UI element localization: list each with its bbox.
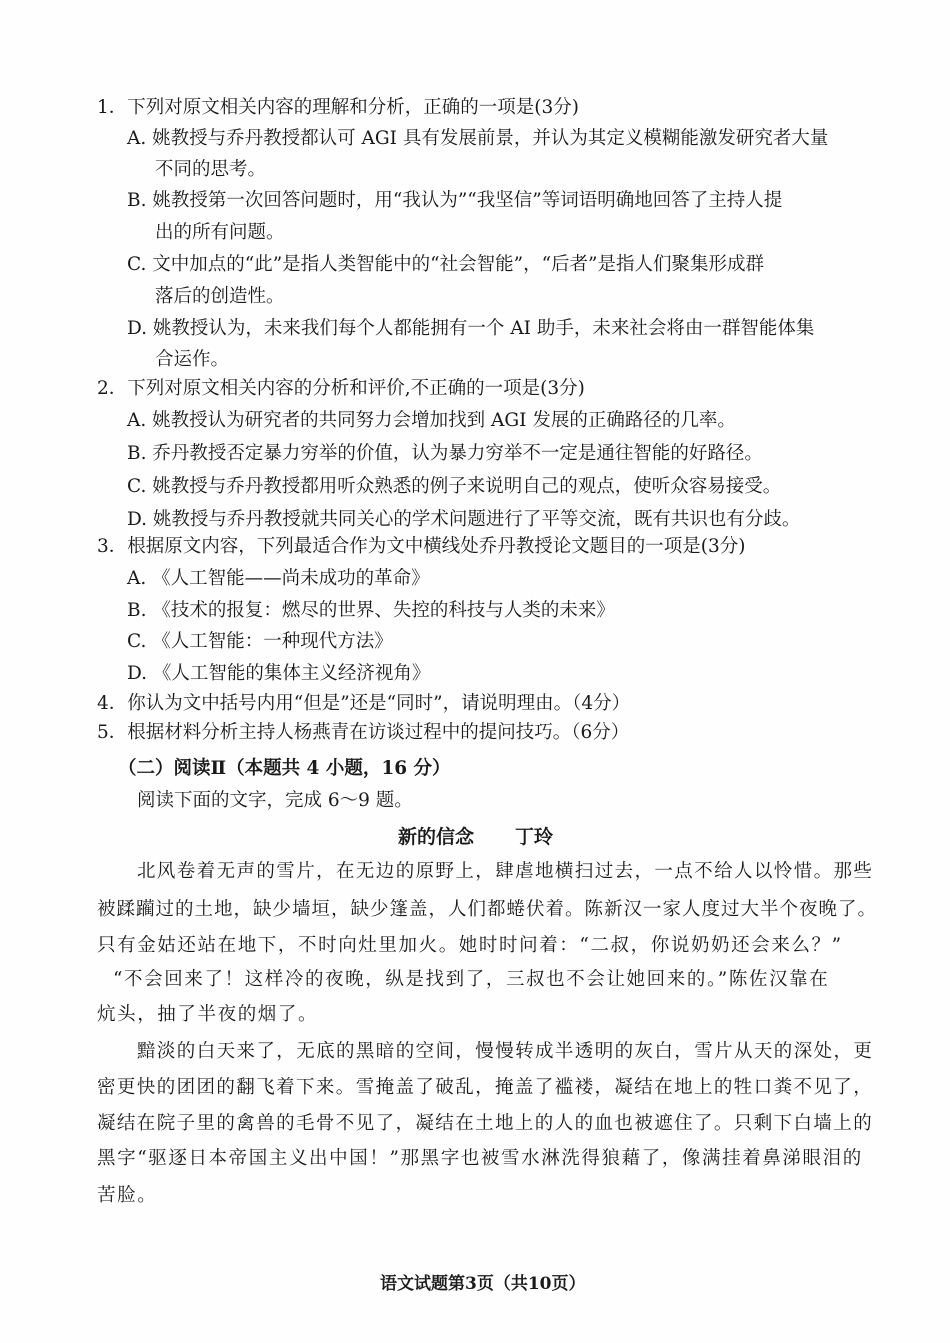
question-1-option-a: A. 姚教授与乔丹教授都认可 AGI 具有发展前景，并认为其定义模糊能激发研究者大量 bbox=[127, 128, 829, 149]
question-1-option-c-cont: 落后的创造性。 bbox=[155, 286, 285, 307]
question-3-option-b: B. 《技术的报复：燃尽的世界、失控的科技与人类的未来》 bbox=[127, 600, 615, 621]
question-1-option-c: C. 文中加点的“此”是指人类智能中的“社会智能”，“后者”是指人们聚集形成群 bbox=[127, 254, 765, 275]
story-line: 炕头，抽了半夜的烟了。 bbox=[97, 1004, 319, 1025]
section-instruction: 阅读下面的文字，完成 6～9 题。 bbox=[137, 790, 413, 811]
story-line: “不会回来了！这样冷的夜晚，纵是找到了，三叔也不会让她回来的。”陈佐汉靠在 bbox=[113, 969, 830, 990]
question-1-option-b: B. 姚教授第一次回答问题时，用“我认为”“我坚信”等词语明确地回答了主持人提 bbox=[127, 190, 783, 211]
question-1-option-a-cont: 不同的思考。 bbox=[155, 159, 267, 180]
story-author: 丁玲 bbox=[515, 826, 554, 848]
story-line: 凝结在院子里的禽兽的毛骨不见了，凝结在土地上的人的血也被遮住了。只剩下白墙上的 bbox=[97, 1113, 874, 1134]
question-3-option-a: A. 《人工智能——尚未成功的革命》 bbox=[127, 568, 430, 589]
story-line: 苦脸。 bbox=[97, 1185, 158, 1206]
question-2-option-d: D. 姚教授与乔丹教授就共同关心的学术问题进行了平等交流，既有共识也有分歧。 bbox=[127, 509, 801, 530]
story-line: 密更快的团团的翻飞着下来。雪掩盖了破乱，掩盖了褴褛，凝结在地上的牲口粪不见了， bbox=[97, 1077, 874, 1098]
story-line: 北风卷着无声的雪片，在无边的原野上，肆虐地横扫过去，一点不给人以怜惜。那些 bbox=[137, 861, 874, 882]
page-footer: 语文试题第3页（共10页） bbox=[380, 1274, 586, 1294]
question-1-option-d-cont: 合运作。 bbox=[155, 349, 230, 370]
question-3-option-d: D. 《人工智能的集体主义经济视角》 bbox=[127, 663, 431, 684]
question-3-option-c: C. 《人工智能：一种现代方法》 bbox=[127, 631, 393, 652]
question-2-option-a: A. 姚教授认为研究者的共同努力会增加找到 AGI 发展的正确路径的几率。 bbox=[127, 410, 736, 431]
question-5-stem: 5．根据材料分析主持人杨燕青在访谈过程中的提问技巧。（6分） bbox=[97, 722, 630, 743]
story-line: 被蹂躏过的土地，缺少墙垣，缺少篷盖，人们都蜷伏着。陈新汉一家人度过大半个夜晚了。 bbox=[97, 899, 878, 920]
question-1-stem: 1．下列对原文相关内容的理解和分析，正确的一项是(3分) bbox=[97, 97, 579, 118]
question-2-option-b: B. 乔丹教授否定暴力穷举的价值，认为暴力穷举不一定是通往智能的好路径。 bbox=[127, 443, 763, 464]
question-1-option-b-cont: 出的所有问题。 bbox=[155, 222, 285, 243]
question-4-stem: 4．你认为文中括号内用“但是”还是“同时”，请说明理由。（4分） bbox=[97, 693, 631, 714]
story-title: 新的信念 bbox=[398, 826, 475, 848]
question-1-option-d: D. 姚教授认为，未来我们每个人都能拥有一个 AI 助手，未来社会将由一群智能体集 bbox=[127, 318, 815, 339]
story-line: 黯淡的白天来了，无底的黑暗的空间，慢慢转成半透明的灰白，雪片从天的深处，更 bbox=[137, 1041, 874, 1062]
question-2-stem: 2．下列对原文相关内容的分析和评价,不正确的一项是(3分) bbox=[97, 378, 585, 399]
section-heading: （二）阅读Ⅱ（本题共 4 小题，16 分） bbox=[118, 758, 451, 779]
question-2-option-c: C. 姚教授与乔丹教授都用听众熟悉的例子来说明自己的观点，使听众容易接受。 bbox=[127, 476, 782, 497]
story-line: 黑字“驱逐日本帝国主义出中国！”那黑字也被雪水淋洗得狼藉了，像满挂着鼻涕眼泪的 bbox=[97, 1148, 863, 1169]
story-line: 只有金姑还站在地下，不时向灶里加火。她时时问着：“二叔，你说奶奶还会来么？” bbox=[97, 935, 843, 956]
question-3-stem: 3．根据原文内容，下列最适合作为文中横线处乔丹教授论文题目的一项是(3分) bbox=[97, 536, 746, 557]
